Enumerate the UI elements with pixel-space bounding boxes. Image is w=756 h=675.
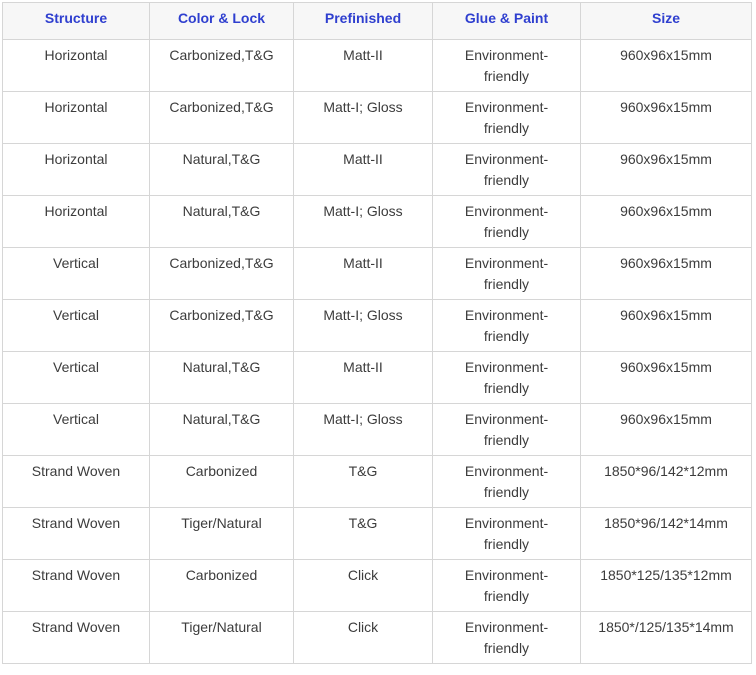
cell-glue-paint-text: Environment-friendly <box>464 151 549 188</box>
table-row <box>3 508 752 560</box>
cell-prefinished: Matt-II <box>294 352 433 404</box>
cell-glue-paint-text: Environment-friendly <box>464 255 549 292</box>
cell-prefinished: Matt-I; Gloss <box>294 404 433 456</box>
cell-color-lock: Carbonized,T&G <box>150 248 294 300</box>
table-row <box>3 196 752 248</box>
cell-glue-paint <box>433 196 581 248</box>
cell-size: 960x96x15mm <box>581 40 752 92</box>
cell-color-lock: Natural,T&G <box>150 352 294 404</box>
cell-color-lock: Carbonized,T&G <box>150 300 294 352</box>
cell-prefinished: Matt-I; Gloss <box>294 196 433 248</box>
table-row <box>3 144 752 196</box>
cell-color-lock: Natural,T&G <box>150 144 294 196</box>
cell-prefinished: Matt-II <box>294 248 433 300</box>
cell-structure: Strand Woven <box>3 508 150 560</box>
cell-color-lock: Carbonized <box>150 560 294 612</box>
cell-structure: Horizontal <box>3 92 150 144</box>
cell-size: 960x96x15mm <box>581 248 752 300</box>
cell-structure: Vertical <box>3 404 150 456</box>
table-row <box>3 404 752 456</box>
cell-size: 1850*96/142*14mm <box>581 508 752 560</box>
cell-prefinished: T&G <box>294 456 433 508</box>
flooring-spec-table <box>2 2 752 664</box>
cell-glue-paint <box>433 612 581 664</box>
cell-glue-paint-text: Environment-friendly <box>464 47 549 84</box>
cell-prefinished: Matt-I; Gloss <box>294 92 433 144</box>
cell-structure: Horizontal <box>3 144 150 196</box>
table-row <box>3 352 752 404</box>
cell-glue-paint-text: Environment-friendly <box>464 515 549 552</box>
cell-color-lock: Carbonized <box>150 456 294 508</box>
cell-glue-paint-text: Environment-friendly <box>464 203 549 240</box>
cell-glue-paint <box>433 144 581 196</box>
cell-glue-paint <box>433 456 581 508</box>
cell-color-lock: Tiger/Natural <box>150 508 294 560</box>
cell-glue-paint-text: Environment-friendly <box>464 307 549 344</box>
cell-glue-paint-text: Environment-friendly <box>464 99 549 136</box>
cell-structure: Horizontal <box>3 40 150 92</box>
cell-size: 1850*125/135*12mm <box>581 560 752 612</box>
table-row <box>3 300 752 352</box>
cell-prefinished: Click <box>294 560 433 612</box>
table-row <box>3 560 752 612</box>
cell-glue-paint-text: Environment-friendly <box>464 567 549 604</box>
header-size: Size <box>581 3 752 40</box>
header-color-lock: Color & Lock <box>150 3 294 40</box>
table-row <box>3 612 752 664</box>
table-header-row <box>3 3 752 40</box>
cell-size: 960x96x15mm <box>581 144 752 196</box>
cell-glue-paint-text: Environment-friendly <box>464 619 549 656</box>
cell-color-lock: Carbonized,T&G <box>150 92 294 144</box>
cell-prefinished: Matt-II <box>294 144 433 196</box>
cell-structure: Vertical <box>3 352 150 404</box>
cell-size: 960x96x15mm <box>581 404 752 456</box>
header-glue-paint: Glue & Paint <box>433 3 581 40</box>
cell-size: 960x96x15mm <box>581 92 752 144</box>
cell-glue-paint <box>433 404 581 456</box>
cell-color-lock: Carbonized,T&G <box>150 40 294 92</box>
cell-prefinished: Matt-I; Gloss <box>294 300 433 352</box>
cell-color-lock: Tiger/Natural <box>150 612 294 664</box>
cell-glue-paint <box>433 352 581 404</box>
cell-structure: Strand Woven <box>3 612 150 664</box>
table-row <box>3 456 752 508</box>
cell-glue-paint <box>433 300 581 352</box>
cell-structure: Horizontal <box>3 196 150 248</box>
cell-size: 1850*96/142*12mm <box>581 456 752 508</box>
table-row <box>3 248 752 300</box>
cell-structure: Strand Woven <box>3 456 150 508</box>
cell-glue-paint-text: Environment-friendly <box>464 411 549 448</box>
header-structure: Structure <box>3 3 150 40</box>
spec-table-container <box>2 2 752 664</box>
cell-color-lock: Natural,T&G <box>150 196 294 248</box>
cell-glue-paint-text: Environment-friendly <box>464 463 549 500</box>
cell-size: 960x96x15mm <box>581 300 752 352</box>
table-row <box>3 92 752 144</box>
cell-size: 960x96x15mm <box>581 196 752 248</box>
cell-prefinished: Matt-II <box>294 40 433 92</box>
cell-structure: Strand Woven <box>3 560 150 612</box>
cell-glue-paint <box>433 560 581 612</box>
cell-glue-paint <box>433 248 581 300</box>
cell-structure: Vertical <box>3 300 150 352</box>
cell-glue-paint <box>433 40 581 92</box>
cell-size: 1850*/125/135*14mm <box>581 612 752 664</box>
cell-structure: Vertical <box>3 248 150 300</box>
table-row <box>3 40 752 92</box>
cell-glue-paint <box>433 92 581 144</box>
cell-size: 960x96x15mm <box>581 352 752 404</box>
cell-color-lock: Natural,T&G <box>150 404 294 456</box>
header-prefinished: Prefinished <box>294 3 433 40</box>
cell-prefinished: T&G <box>294 508 433 560</box>
cell-glue-paint-text: Environment-friendly <box>464 359 549 396</box>
cell-prefinished: Click <box>294 612 433 664</box>
cell-glue-paint <box>433 508 581 560</box>
